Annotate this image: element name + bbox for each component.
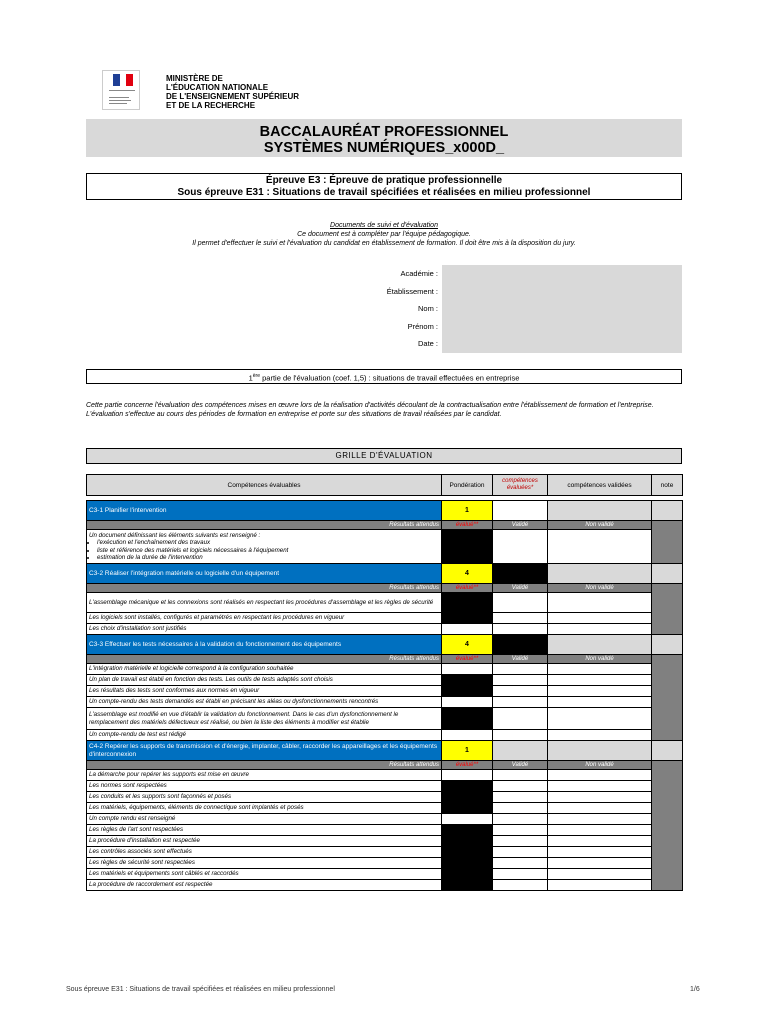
- valide-checkbox[interactable]: [493, 869, 548, 880]
- non-valide-checkbox[interactable]: [548, 697, 652, 708]
- result-header-row: [87, 584, 683, 593]
- valide-checkbox[interactable]: [493, 730, 548, 741]
- competence-label: C3-3 Effectuer les tests nécessaires à la validation du fonctionnement des équipements: [87, 635, 442, 655]
- criterion-text: L'assemblage est modifié en vue d'établir la validation du fonctionnement. Dans le cas d'un dysfonctionnement le remplacement des matériels défectueux est réalisé, ou bien la liste des éléments à modifier est établie: [87, 708, 442, 730]
- valide-label: Validé: [493, 584, 548, 593]
- competence-label: C3-1 Planifier l'intervention: [87, 501, 442, 521]
- non-valide-label: Non validé: [548, 584, 652, 593]
- criterion-text: Les contrôles associés sont effectués: [87, 847, 442, 858]
- valide-checkbox[interactable]: [493, 770, 548, 781]
- competence-row: [87, 635, 683, 655]
- valide-checkbox[interactable]: [493, 858, 548, 869]
- non-valide-checkbox[interactable]: [548, 825, 652, 836]
- non-valide-checkbox[interactable]: [548, 708, 652, 730]
- criterion-row: [87, 792, 683, 803]
- criterion-row: [87, 770, 683, 781]
- criterion-text: Les matériels et équipements sont câblés et raccordés: [87, 869, 442, 880]
- criterion-text: Un compte-rendu de test est rédigé: [87, 730, 442, 741]
- non-valide-label: Non validé: [548, 655, 652, 664]
- valide-label: Validé: [493, 761, 548, 770]
- criterion-row: [87, 836, 683, 847]
- result-header-row: [87, 521, 683, 530]
- non-valide-checkbox[interactable]: [548, 613, 652, 624]
- non-valide-checkbox[interactable]: [548, 686, 652, 697]
- criterion-text: Les règles de sécurité sont respectées: [87, 858, 442, 869]
- valide-checkbox[interactable]: [493, 593, 548, 613]
- criterion-text: Les conduits et les supports sont façonnés et posés: [87, 792, 442, 803]
- resultats-attendus-label: Résultats attendus: [87, 761, 442, 770]
- criterion-row: [87, 593, 683, 613]
- result-header-row: [87, 655, 683, 664]
- non-valide-checkbox[interactable]: [548, 530, 652, 564]
- valide-checkbox[interactable]: [493, 792, 548, 803]
- criterion-text: L'assemblage mécanique et les connexions sont réalisés en respectant les procédures d'assemblage et les règles de sécurité: [87, 593, 442, 613]
- intro-text: Cette partie concerne l'évaluation des compétences mises en œuvre lors de la réalisation d'activités découlant de la contractualisation entre l'établissement de formation et l'entreprise. L'évaluation s'effectue au cours des périodes de formation en entreprise et porte sur des situations de travail réalisées par le candidat.: [86, 402, 654, 418]
- grille-title: GRILLE D'ÉVALUATION: [86, 448, 682, 464]
- evalue-cell: [442, 708, 493, 730]
- non-valide-checkbox[interactable]: [548, 593, 652, 613]
- competence-row: [87, 741, 683, 761]
- evalue-cell[interactable]: [442, 624, 493, 635]
- note-cell[interactable]: [652, 501, 683, 521]
- evalue-cell: [442, 675, 493, 697]
- valide-checkbox[interactable]: [493, 803, 548, 814]
- criterion-text: Les règles de l'art sont respectées: [87, 825, 442, 836]
- valide-checkbox[interactable]: [493, 836, 548, 847]
- criterion-row: [87, 697, 683, 708]
- competence-row: [87, 564, 683, 584]
- french-flag-icon: [113, 74, 133, 86]
- criterion-row: [87, 880, 683, 891]
- evaluee-cell: [493, 564, 548, 584]
- non-valide-checkbox[interactable]: [548, 880, 652, 891]
- criterion-row: [87, 730, 683, 741]
- note-filler: [652, 584, 683, 635]
- header-evaluees: compétences évaluées*: [493, 475, 548, 496]
- documents-description: Documents de suivi et d'évaluation Ce document est à compléter par l'équipe pédagogique. Il permet d'effectuer le suivi et l'évaluation du candidat en établissement de formation. Il doit être mis à la disposition du jury.: [192, 222, 576, 247]
- evalue-label: évalué**: [442, 655, 493, 664]
- criterion-row: [87, 686, 683, 697]
- identity-fields[interactable]: [442, 265, 682, 353]
- valide-checkbox[interactable]: [493, 686, 548, 697]
- header-validees: compétences validées: [548, 475, 652, 496]
- criterion-text: Les matériels, équipements, éléments de connectique sont implantés et posés: [87, 803, 442, 814]
- evaluee-cell: [493, 635, 548, 655]
- weight-cell: 1: [442, 741, 493, 761]
- evalue-label: évalué**: [442, 761, 493, 770]
- epreuve-box: Épreuve E3 : Épreuve de pratique professionnelle Sous épreuve E31 : Situations de travail spécifiées et réalisées en milieu professionnel: [86, 173, 682, 200]
- evalue-label: évalué**: [442, 584, 493, 593]
- evalue-cell: [442, 781, 493, 814]
- note-cell[interactable]: [652, 564, 683, 584]
- resultats-attendus-label: Résultats attendus: [87, 655, 442, 664]
- valide-checkbox[interactable]: [493, 814, 548, 825]
- resultats-attendus-label: Résultats attendus: [87, 584, 442, 593]
- validee-cell: [548, 501, 652, 521]
- criterion-text: Un compte rendu est renseigné: [87, 814, 442, 825]
- criterion-text: Les normes sont respectées: [87, 781, 442, 792]
- valide-checkbox[interactable]: [493, 825, 548, 836]
- non-valide-checkbox[interactable]: [548, 858, 652, 869]
- competence-label: C3-2 Réaliser l'intégration matérielle ou logicielle d'un équipement: [87, 564, 442, 584]
- non-valide-label: Non validé: [548, 521, 652, 530]
- header-ponderation: Pondération: [442, 475, 493, 496]
- valide-checkbox[interactable]: [493, 781, 548, 792]
- evaluee-cell: [493, 741, 548, 761]
- non-valide-checkbox[interactable]: [548, 730, 652, 741]
- evalue-cell[interactable]: [442, 664, 493, 675]
- criterion-row: [87, 664, 683, 675]
- valide-checkbox[interactable]: [493, 697, 548, 708]
- evalue-cell: [442, 825, 493, 891]
- valide-checkbox[interactable]: [493, 664, 548, 675]
- non-valide-checkbox[interactable]: [548, 792, 652, 803]
- criterion-row: [87, 708, 683, 730]
- criterion-text: Un compte-rendu des tests demandés est établi en précisant les aléas ou dysfonctionnements rencontrés: [87, 697, 442, 708]
- identity-labels: Académie : Établissement : Nom : Prénom : Date :: [386, 269, 438, 348]
- criterion-row: [87, 814, 683, 825]
- validee-cell: [548, 564, 652, 584]
- page-title: BACCALAURÉAT PROFESSIONNEL SYSTÈMES NUMÉRIQUES_x000D_: [86, 119, 682, 157]
- criterion-text: La démarche pour repérer les supports est mise en œuvre: [87, 770, 442, 781]
- criterion-row: [87, 530, 683, 564]
- note-cell[interactable]: [652, 741, 683, 761]
- evaluee-cell[interactable]: [493, 501, 548, 521]
- footer-text: Sous épreuve E31 : Situations de travail spécifiées et réalisées en milieu professionnel: [66, 986, 335, 993]
- note-filler: [652, 521, 683, 564]
- valide-checkbox[interactable]: [493, 880, 548, 891]
- resultats-attendus-label: Résultats attendus: [87, 521, 442, 530]
- criterion-row: [87, 869, 683, 880]
- criterion-text: Les résultats des tests sont conformes aux normes en vigueur: [87, 686, 442, 697]
- grid-header-row: [87, 475, 683, 496]
- criterion-text: La procédure d'installation est respectée: [87, 836, 442, 847]
- criterion-text: Un document définissant les éléments suivants est renseigné : • l'exécution et l'enchaînement des travaux • liste et référence des matériels et logiciels nécessaires à l'équipement • estimation de la durée de l'intervention: [87, 530, 442, 564]
- competence-label: C4-2 Repérer les supports de transmission et d'énergie, implanter, câbler, raccorder les appareillages et les équipements d'interconnexion: [87, 741, 442, 761]
- criterion-text: Les logiciels sont installés, configurés et paramétrés en respectant les procédures en vigueur: [87, 613, 442, 624]
- valide-checkbox[interactable]: [493, 530, 548, 564]
- non-valide-checkbox[interactable]: [548, 770, 652, 781]
- header-note: note: [652, 475, 683, 496]
- evalue-label: évalué**: [442, 521, 493, 530]
- evalue-cell[interactable]: [442, 697, 493, 708]
- non-valide-checkbox[interactable]: [548, 869, 652, 880]
- valide-checkbox[interactable]: [493, 613, 548, 624]
- non-valide-checkbox[interactable]: [548, 803, 652, 814]
- republique-francaise-logo: [102, 70, 140, 110]
- evalue-cell: [442, 593, 493, 624]
- note-filler: [652, 655, 683, 741]
- ministry-name: MINISTÈRE DE L'ÉDUCATION NATIONALE DE L'ENSEIGNEMENT SUPÉRIEUR ET DE LA RECHERCHE: [166, 74, 300, 110]
- partie-box: 1ère partie de l'évaluation (coef. 1,5) : situations de travail effectuées en entreprise: [86, 369, 682, 384]
- evalue-cell: [442, 530, 493, 564]
- criterion-row: [87, 825, 683, 836]
- non-valide-checkbox[interactable]: [548, 781, 652, 792]
- non-valide-checkbox[interactable]: [548, 814, 652, 825]
- note-filler: [652, 761, 683, 891]
- criterion-row: [87, 624, 683, 635]
- evaluation-grid: [86, 474, 683, 891]
- non-valide-checkbox[interactable]: [548, 624, 652, 635]
- criterion-row: [87, 858, 683, 869]
- result-header-row: [87, 761, 683, 770]
- weight-cell: 4: [442, 564, 493, 584]
- evalue-cell[interactable]: [442, 730, 493, 741]
- criterion-row: [87, 613, 683, 624]
- criterion-row: [87, 675, 683, 686]
- non-valide-checkbox[interactable]: [548, 836, 652, 847]
- note-cell[interactable]: [652, 635, 683, 655]
- valide-checkbox[interactable]: [493, 624, 548, 635]
- valide-checkbox[interactable]: [493, 708, 548, 730]
- criterion-row: [87, 847, 683, 858]
- header-competences: Compétences évaluables: [87, 475, 442, 496]
- criterion-text: Un plan de travail est établi en fonction des tests. Les outils de tests adaptés sont choisis: [87, 675, 442, 686]
- weight-cell: 1: [442, 501, 493, 521]
- valide-label: Validé: [493, 655, 548, 664]
- criterion-text: L'intégration matérielle et logicielle correspond à la configuration souhaitée: [87, 664, 442, 675]
- evalue-cell[interactable]: [442, 814, 493, 825]
- criterion-row: [87, 781, 683, 792]
- valide-label: Validé: [493, 521, 548, 530]
- valide-checkbox[interactable]: [493, 675, 548, 686]
- non-valide-checkbox[interactable]: [548, 664, 652, 675]
- criterion-row: [87, 803, 683, 814]
- criterion-text: Les choix d'installation sont justifiés: [87, 624, 442, 635]
- non-valide-checkbox[interactable]: [548, 675, 652, 686]
- validee-cell: [548, 635, 652, 655]
- competence-row: [87, 501, 683, 521]
- evalue-cell[interactable]: [442, 770, 493, 781]
- page-number: 1/6: [690, 986, 700, 993]
- validee-cell: [548, 741, 652, 761]
- weight-cell: 4: [442, 635, 493, 655]
- non-valide-checkbox[interactable]: [548, 847, 652, 858]
- criterion-text: La procédure de raccordement est respectée: [87, 880, 442, 891]
- valide-checkbox[interactable]: [493, 847, 548, 858]
- non-valide-label: Non validé: [548, 761, 652, 770]
